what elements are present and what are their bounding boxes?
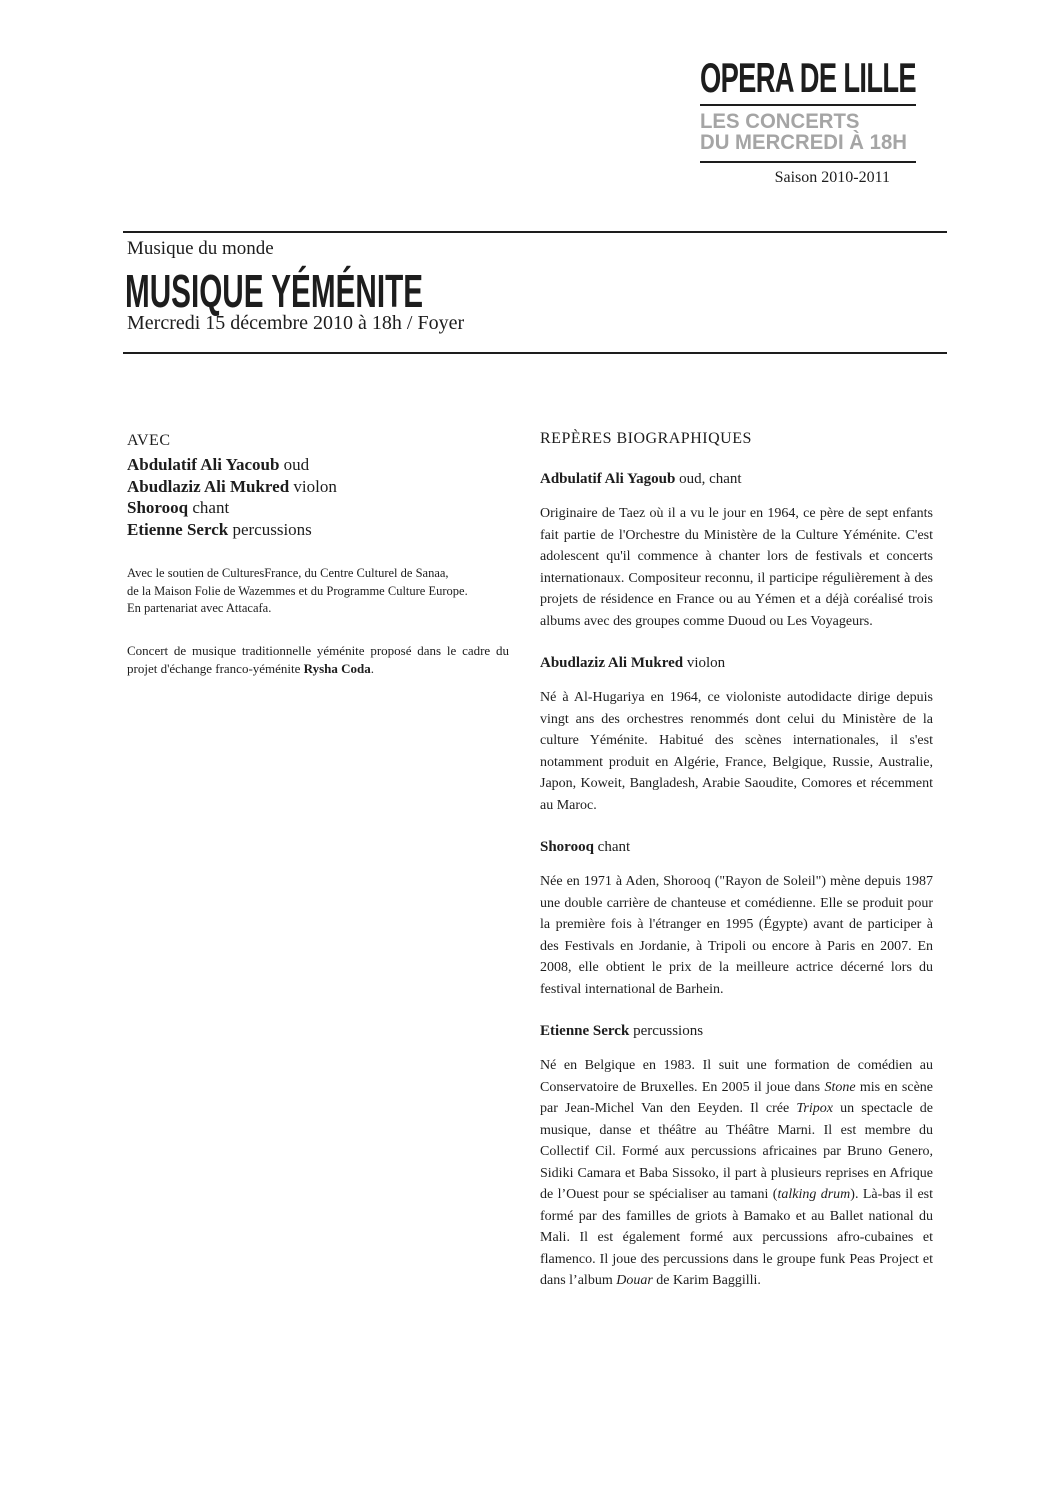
- logo-divider-top: [700, 104, 916, 106]
- header-rule-top: [123, 231, 947, 233]
- performer-name: Etienne Serck: [127, 519, 229, 539]
- support-line: Avec le soutien de CulturesFrance, du Centre Culturel de Sanaa,: [127, 566, 449, 580]
- logo-title-wrap: [700, 54, 1032, 101]
- bio-role: percussions: [633, 1023, 704, 1039]
- logo-divider-bottom: [700, 161, 916, 163]
- bio-block: [540, 838, 933, 1000]
- opera-de-lille-logo: OPERA DE LILLE: [700, 54, 916, 101]
- performer-row: [127, 497, 509, 519]
- logo-subtitle-line2: DU MERCREDI À 18H: [700, 131, 907, 154]
- bio-block: [540, 1022, 933, 1292]
- bio-name: Etienne Serck: [540, 1023, 630, 1039]
- performer-role: violon: [293, 476, 337, 496]
- bio-heading: [540, 838, 933, 856]
- with-label: AVEC: [127, 432, 171, 449]
- left-column: [127, 430, 509, 678]
- bio-block: [540, 654, 933, 816]
- performer-role: percussions: [232, 519, 312, 539]
- season-label: Saison 2010-2011: [774, 169, 890, 186]
- performer-name: Abudlaziz Ali Mukred: [127, 476, 290, 496]
- performer-row: [127, 476, 509, 498]
- bio-text: Née en 1971 à Aden, Shorooq ("Rayon de Soleil") mène depuis 1987 une double carrière de chanteuse et comédienne. Elle se produit pour la première fois à l'étranger en 1995 (Égypte) avant de participer à des Festivals en Jordanie, à Tripoli ou encore à Paris en 2007. En 2008, elle obtient le prix de la meilleure actrice décerné lors du festival international de Barhein.: [540, 874, 933, 997]
- date-venue: Mercredi 15 décembre 2010 à 18h / Foyer: [127, 312, 465, 334]
- bio-name: Abudlaziz Ali Mukred: [540, 655, 684, 671]
- bio-block: [540, 470, 933, 632]
- logo-block: [700, 54, 916, 197]
- performer-row: [127, 519, 509, 541]
- performer-row: [127, 454, 509, 476]
- page-title: MUSIQUE YÉMÉNITE: [125, 265, 423, 317]
- right-column: [540, 430, 933, 1292]
- bio-role: oud, chant: [679, 471, 742, 487]
- logo-subtitle-wrap: [700, 111, 914, 155]
- performer-role: chant: [192, 498, 230, 517]
- bio-heading: [540, 654, 933, 672]
- project-note: Concert de musique traditionnelle yéménite proposé dans le cadre du projet d'échange franco-yéménite Rysha Coda.: [127, 642, 509, 676]
- genre-label: Musique du monde: [127, 238, 274, 259]
- bio-name: Shorooq: [540, 839, 594, 855]
- bio-text: Originaire de Taez où il a vu le jour en 1964, ce père de sept enfants fait partie de l'Orchestre du Ministère de la Culture Yéménite. C'est adolescent qu'il commence à chanter lors de festivals et concerts internationaux. Compositeur reconnu, il participe régulièrement à des projets de résidence en France ou au Yémen et a déjà coréalisé trois albums avec des groupes comme Duoud ou Les Voyageurs.: [540, 506, 933, 629]
- header-rule-bottom: [123, 352, 947, 354]
- bio-text: Né en Belgique en 1983. Il suit une formation de comédien au Conservatoire de Bruxelles. En 2005 il joue dans Stone mis en scène par Jean-Michel Van den Eeyden. Il crée Tripox un spectacle de musique, danse et théâtre au Théâtre Marni. Il est membre du Collectif Cil. Formé aux percussions africaines par Bruno Genero, Sidiki Camara et Baba Sissoko, il part à plusieurs reprises en Afrique de l’Ouest pour se spécialiser au tamani (talking drum). Là-bas il est formé par des familles de griots à Bamako et au Ballet national du Mali. Il est également formé aux percussions afro-cubaines et flamenco. Il joue des percussions dans le groupe funk Peas Project et dans l’album Douar de Karim Baggilli.: [540, 1058, 934, 1288]
- bio-name: Adbulatif Ali Yagoub: [540, 471, 676, 487]
- logo-subtitle: [700, 111, 907, 153]
- support-line: En partenariat avec Attacafa.: [127, 601, 272, 615]
- performer-name: Abdulatif Ali Yacoub: [127, 455, 280, 474]
- performer-role: oud: [283, 455, 310, 474]
- bio-heading: [540, 1022, 933, 1040]
- bio-heading: [540, 470, 933, 488]
- page-title-wrap: [125, 265, 587, 318]
- bios-section-title: REPÈRES BIOGRAPHIQUES: [540, 430, 752, 447]
- support-line: de la Maison Folie de Wazemmes et du Programme Culture Europe.: [127, 583, 468, 598]
- bio-role: violon: [686, 655, 726, 671]
- performer-name: Shorooq: [127, 498, 189, 517]
- bio-role: chant: [597, 839, 631, 855]
- logo-subtitle-line1: LES CONCERTS: [700, 110, 860, 133]
- performers-list: [127, 454, 509, 540]
- support-note: [127, 565, 509, 618]
- bio-text: Né à Al-Hugariya en 1964, ce violoniste autodidacte dirige depuis vingt ans des orchestres renommés dont celui du Ministère de la culture Yéménite. Habitué des scènes internationales, il s'est notamment produit en Algérie, France, Belgique, Russie, Australie, Japon, Koweit, Bangladesh, Arabie Saoudite, Comores et récemment au Maroc.: [540, 690, 933, 813]
